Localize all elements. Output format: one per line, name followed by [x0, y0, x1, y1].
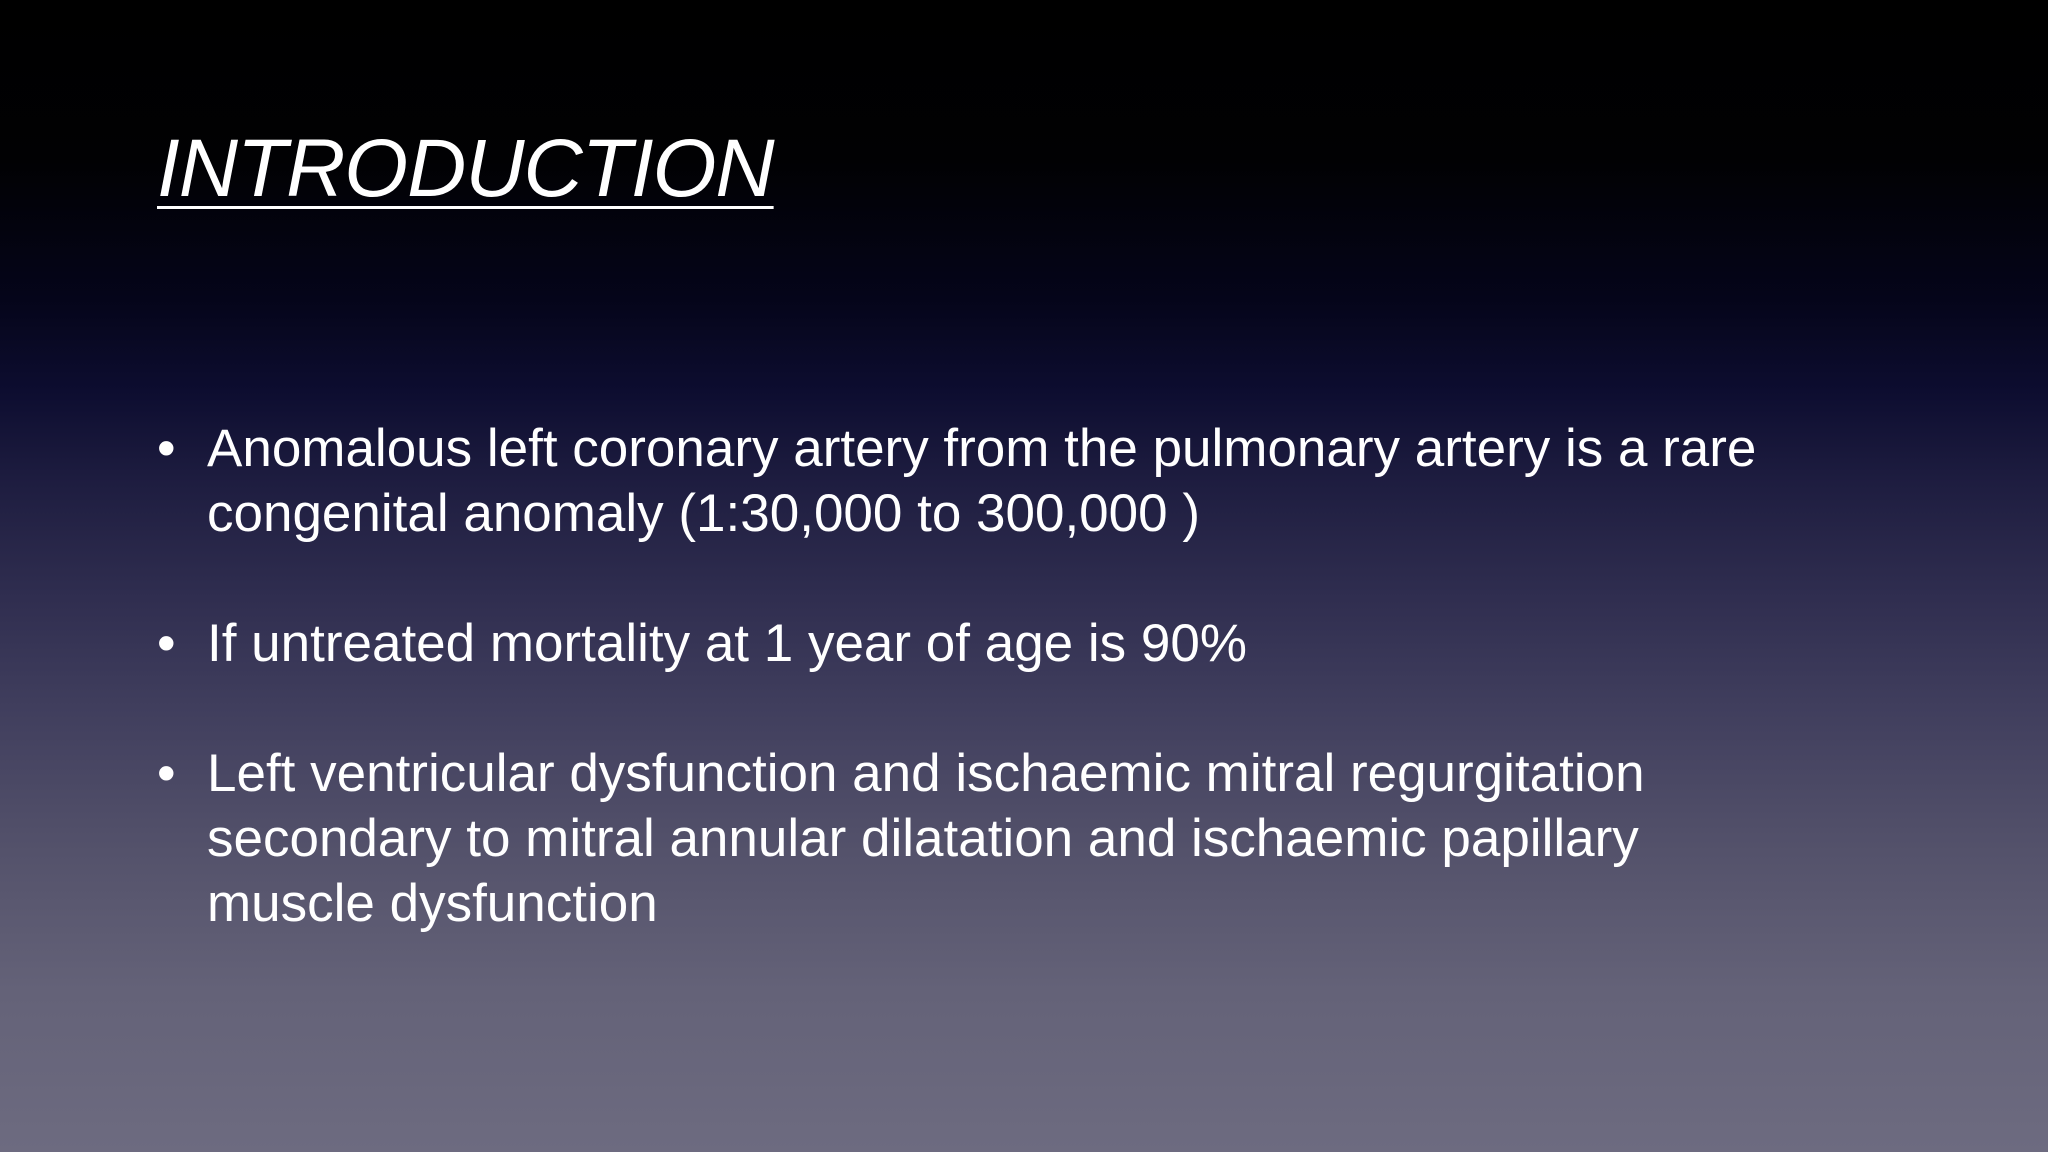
bullet-list [157, 416, 1917, 1001]
bullet-item [157, 611, 1917, 676]
bullet-item [157, 416, 1917, 546]
bullet-text [207, 741, 1917, 936]
bullet-line: secondary to mitral annular dilatation and ischaemic papillary [207, 809, 1639, 868]
bullet-text [207, 611, 1917, 676]
bullet-line: muscle dysfunction [207, 874, 658, 933]
bullet-dot-icon: • [157, 744, 176, 803]
bullet-line: Left ventricular dysfunction and ischaemic mitral regurgitation [207, 744, 1645, 803]
bullet-dot-icon: • [157, 419, 176, 478]
slide-title: INTRODUCTION [157, 123, 774, 214]
bullet-dot-icon: • [157, 614, 176, 673]
bullet-item [157, 741, 1917, 936]
bullet-text [207, 416, 1917, 546]
bullet-line: If untreated mortality at 1 year of age is 90% [207, 614, 1247, 673]
bullet-line: Anomalous left coronary artery from the pulmonary artery is a rare [207, 419, 1757, 478]
bullet-line: congenital anomaly (1:30,000 to 300,000 ) [207, 484, 1200, 543]
